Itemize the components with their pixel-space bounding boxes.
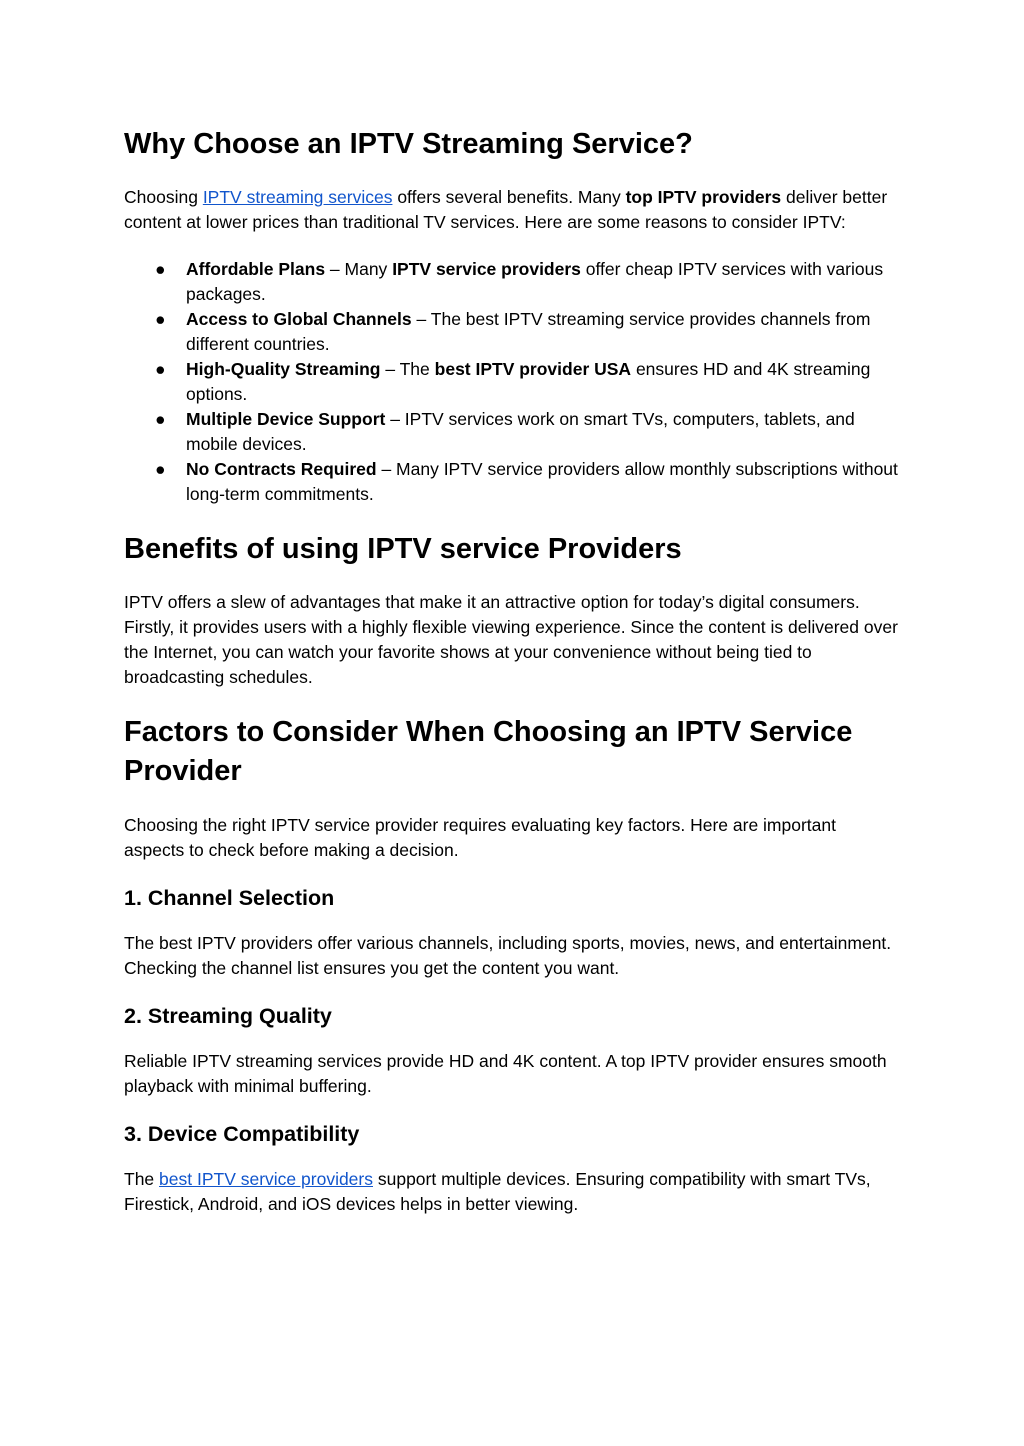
paragraph-intro — [124, 185, 900, 235]
list-item-title: Multiple Device Support — [186, 409, 386, 429]
bullet-icon: ● — [155, 259, 166, 279]
bullet-icon: ● — [155, 459, 166, 479]
device-text-2: support multiple devices. Ensuring compatibility with smart TVs, Firestick, Android, and iOS devices helps in better viewing. — [124, 1169, 871, 1214]
device-text-1: The — [124, 1169, 160, 1189]
link-iptv-streaming-services[interactable]: IPTV streaming services — [202, 187, 393, 207]
list-item-text: offer cheap IPTV services with various packages. — [186, 259, 884, 304]
bullet-icon: ● — [155, 309, 166, 329]
intro-text-2: offers several benefits. Many — [392, 187, 626, 207]
list-item-title: Access to Global Channels — [186, 309, 412, 329]
list-item-high-quality-streaming — [124, 357, 900, 407]
list-item-title: Affordable Plans — [186, 259, 326, 279]
list-item-affordable-plans — [124, 257, 900, 307]
list-item-bold: IPTV service providers — [392, 259, 581, 279]
heading-device-compatibility: 3. Device Compatibility — [124, 1122, 360, 1146]
list-item-global-channels — [124, 307, 900, 357]
paragraph-device-compatibility — [124, 1167, 900, 1217]
list-item-text: ensures HD and 4K streaming options. — [186, 359, 871, 404]
heading-streaming-quality: 2. Streaming Quality — [124, 1004, 332, 1028]
heading-benefits: Benefits of using IPTV service Providers — [124, 533, 682, 565]
paragraph-benefits: IPTV offers a slew of advantages that make it an attractive option for today’s digital consumers. Firstly, it provides users with a highly flexible viewing experience. Since the content is delivered over the Internet, you can watch your favorite shows at your convenience without being tied to broadcasting schedules. — [124, 592, 898, 687]
intro-bold-top-providers: top IPTV providers — [625, 187, 782, 207]
list-item-text: – Many IPTV service providers allow monthly subscriptions without long-term commitments. — [186, 459, 898, 504]
list-item-text: – The best IPTV streaming service provides channels from different countries. — [186, 309, 871, 354]
list-item-multiple-device-support — [124, 407, 900, 457]
intro-text-3: deliver better content at lower prices than traditional TV services. Here are some reasons to consider IPTV: — [124, 187, 888, 232]
list-item-bold: best IPTV provider USA — [434, 359, 632, 379]
list-item-title: High-Quality Streaming — [186, 359, 381, 379]
heading-factors: Factors to Consider When Choosing an IPTV Service Provider — [124, 716, 853, 787]
heading-channel-selection: 1. Channel Selection — [124, 886, 335, 910]
paragraph-factors: Choosing the right IPTV service provider requires evaluating key factors. Here are important aspects to check before making a decision. — [124, 815, 836, 860]
reasons-list — [124, 257, 900, 507]
list-item-no-contracts — [124, 457, 900, 507]
list-item-text: – Many — [325, 259, 393, 279]
intro-text-1: Choosing — [124, 187, 203, 207]
bullet-icon: ● — [155, 359, 166, 379]
bullet-icon: ● — [155, 409, 166, 429]
heading-why-choose-iptv: Why Choose an IPTV Streaming Service? — [124, 128, 693, 160]
paragraph-channel-selection: The best IPTV providers offer various channels, including sports, movies, news, and entertainment. Checking the channel list ensures you get the content you want. — [124, 933, 892, 978]
link-best-iptv-service-providers[interactable]: best IPTV service providers — [159, 1169, 373, 1189]
paragraph-streaming-quality: Reliable IPTV streaming services provide HD and 4K content. A top IPTV provider ensures smooth playback with minimal buffering. — [124, 1051, 887, 1096]
list-item-text: – The — [380, 359, 435, 379]
list-item-text: – IPTV services work on smart TVs, computers, tablets, and mobile devices. — [186, 409, 855, 454]
list-item-title: No Contracts Required — [186, 459, 377, 479]
